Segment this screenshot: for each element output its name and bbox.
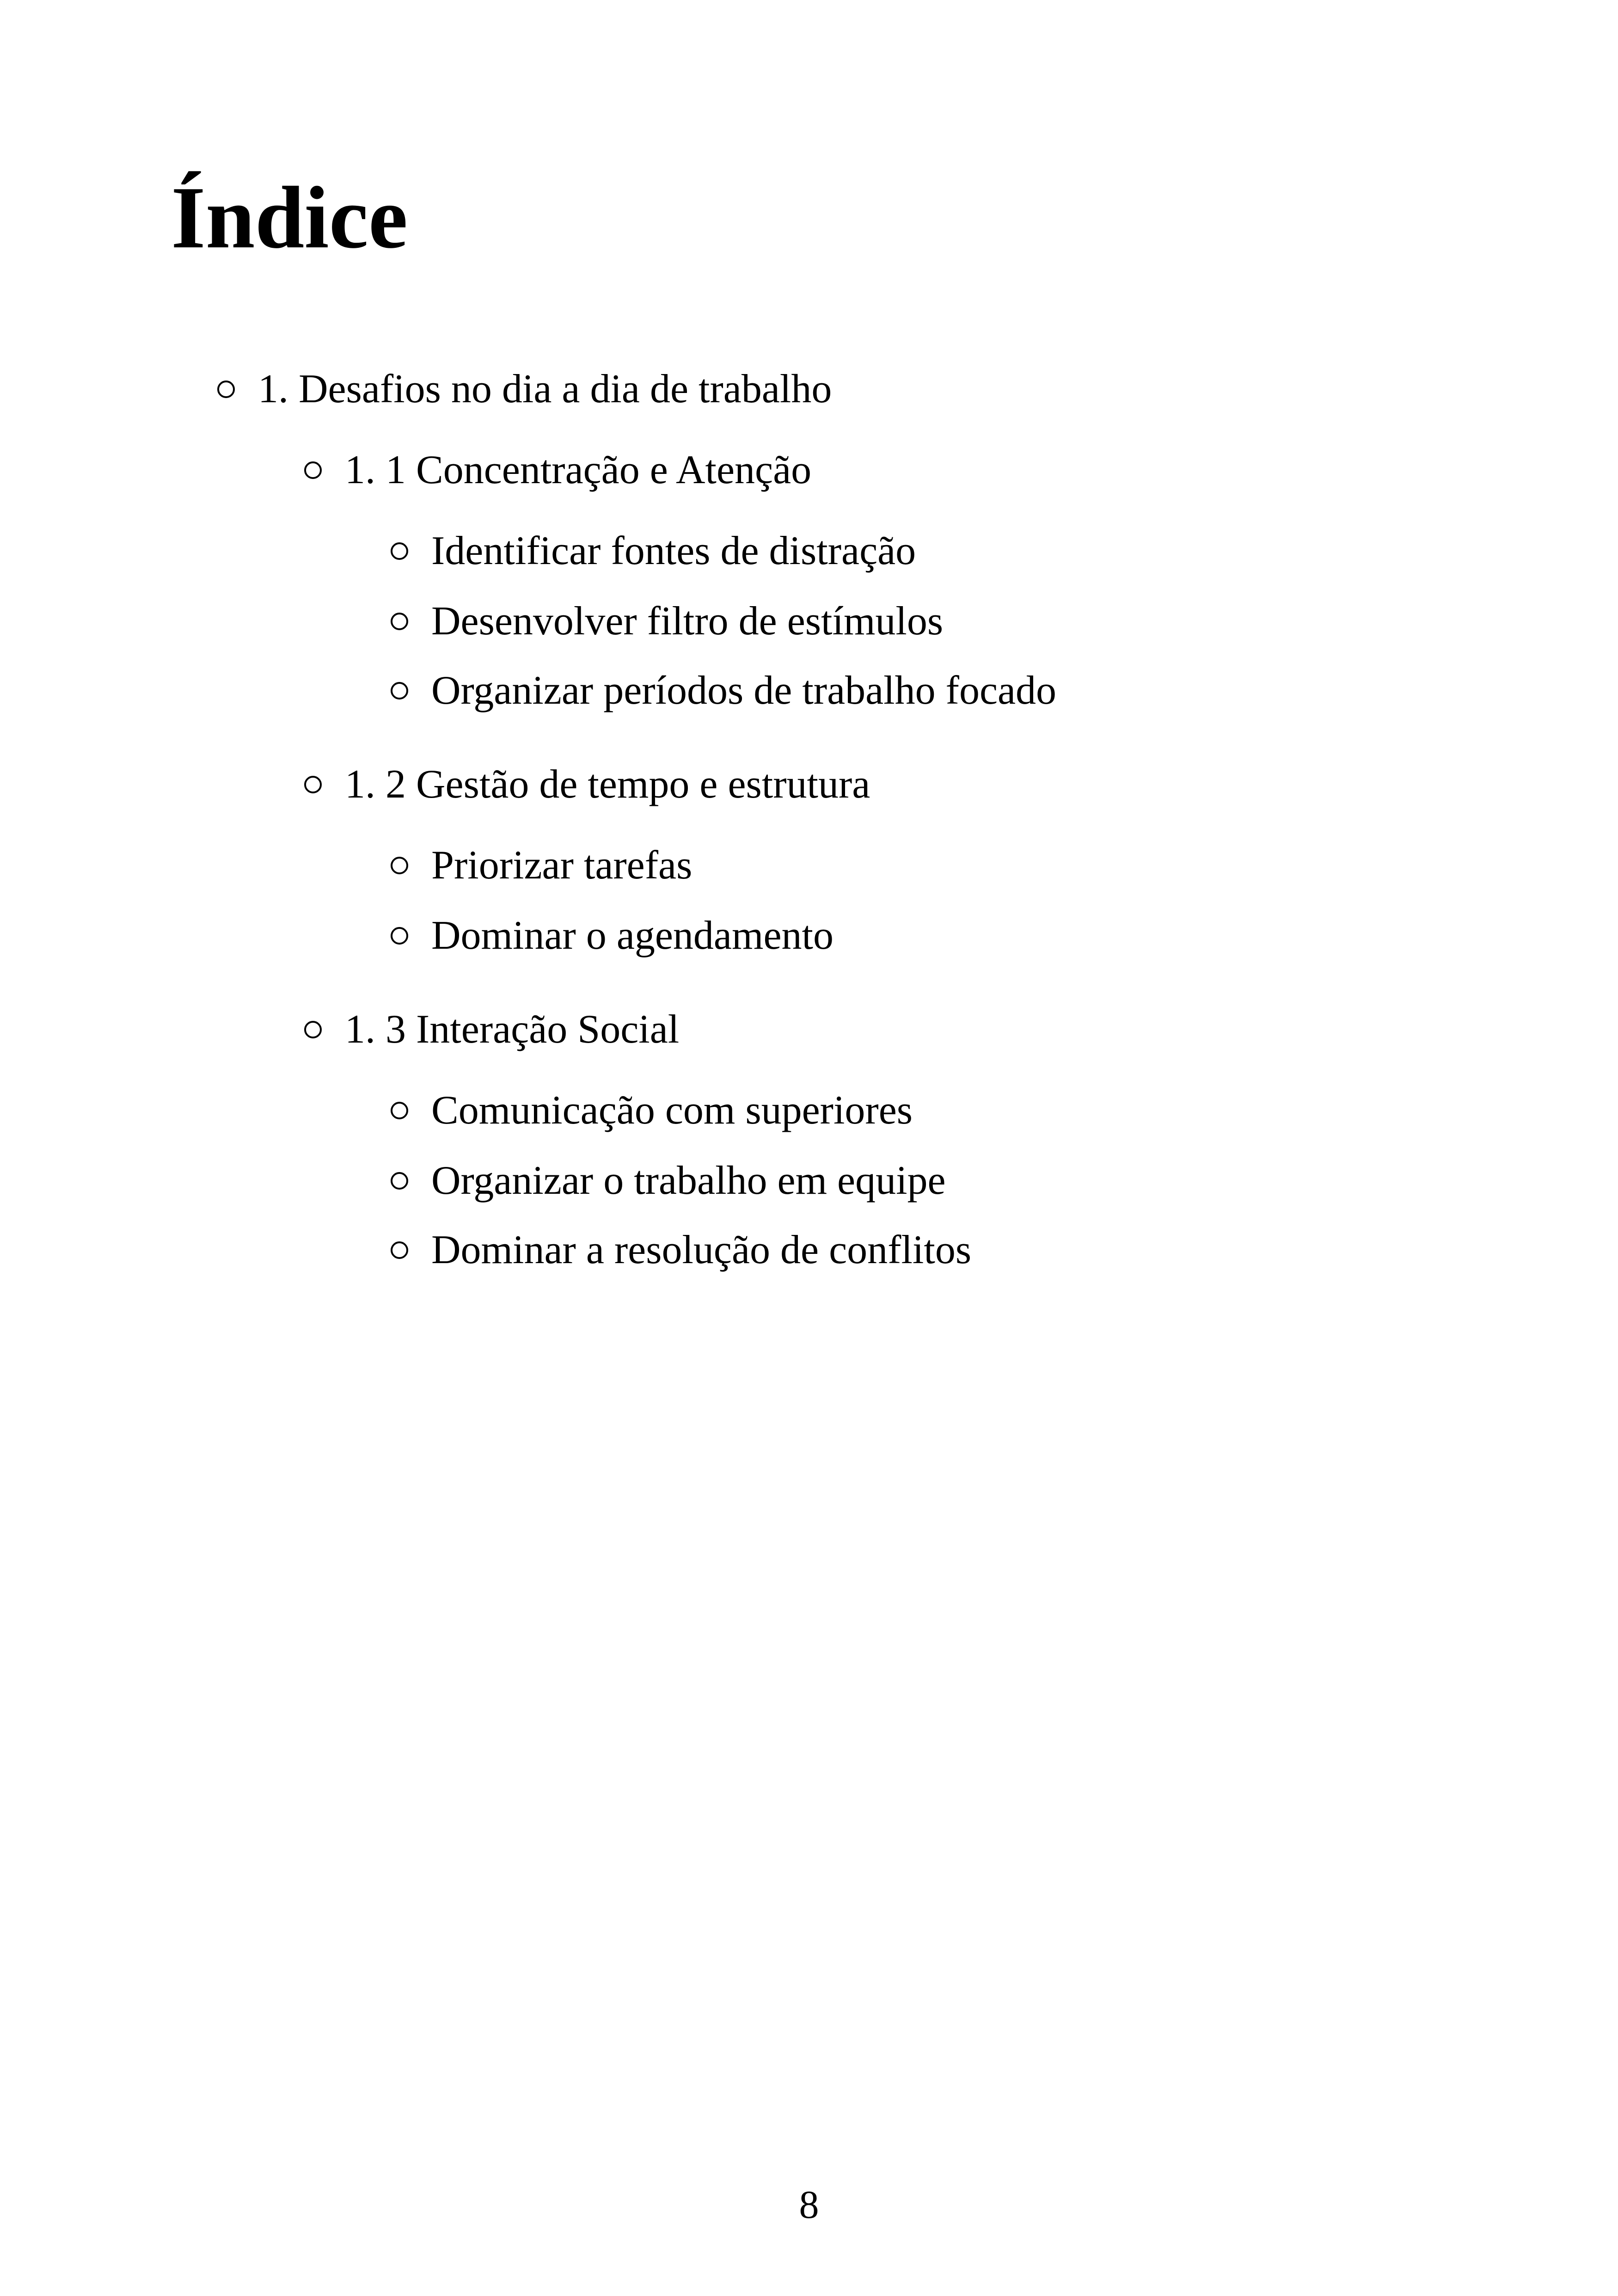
toc-subsection-label: 1. 2 Gestão de tempo e estrutura [345,762,870,807]
toc-subsection-1-1[interactable] [304,450,811,491]
hollow-circle-bullet-icon [391,542,408,560]
toc-subsection-label: 1. 1 Concentração e Atenção [345,448,812,492]
toc-item[interactable] [391,915,834,956]
toc-item[interactable] [391,1230,971,1271]
toc-subsection-1-2[interactable] [304,764,870,805]
hollow-circle-bullet-icon [391,857,408,874]
hollow-circle-bullet-icon [304,461,322,479]
toc-section-1[interactable] [217,369,832,410]
hollow-circle-bullet-icon [304,776,322,793]
hollow-circle-bullet-icon [391,1172,408,1190]
hollow-circle-bullet-icon [391,927,408,945]
toc-item-label: Organizar o trabalho em equipe [431,1158,946,1203]
toc-item[interactable] [391,528,916,573]
toc-item-label: Comunicação com superiores [431,1088,913,1133]
toc-item-label: Desenvolver filtro de estímulos [431,599,944,644]
toc-item[interactable] [391,1160,946,1201]
toc-subsection-1-3[interactable] [304,1009,679,1050]
toc-item-label: Organizar períodos de trabalho focado [431,668,1057,713]
hollow-circle-bullet-icon [304,1021,322,1038]
toc-section-label: 1. Desafios no dia a dia de trabalho [258,367,832,411]
toc-item-label: Dominar o agendamento [431,913,834,958]
toc-subsection-label: 1. 3 Interação Social [345,1007,680,1052]
toc-item[interactable] [391,845,692,886]
page-number: 8 [799,2182,819,2227]
page-title: Índice [171,168,408,267]
hollow-circle-bullet-icon [217,381,235,398]
toc-item-label: Dominar a resolução de conflitos [431,1228,972,1272]
hollow-circle-bullet-icon [391,682,408,700]
toc-item-label: Identificar fontes de distração [431,528,916,573]
hollow-circle-bullet-icon [391,1102,408,1119]
toc-item-label: Priorizar tarefas [431,843,693,888]
toc-item[interactable] [391,1090,913,1131]
toc-item[interactable] [391,601,943,642]
toc-item[interactable] [391,670,1056,711]
hollow-circle-bullet-icon [391,1241,408,1259]
hollow-circle-bullet-icon [391,613,408,630]
